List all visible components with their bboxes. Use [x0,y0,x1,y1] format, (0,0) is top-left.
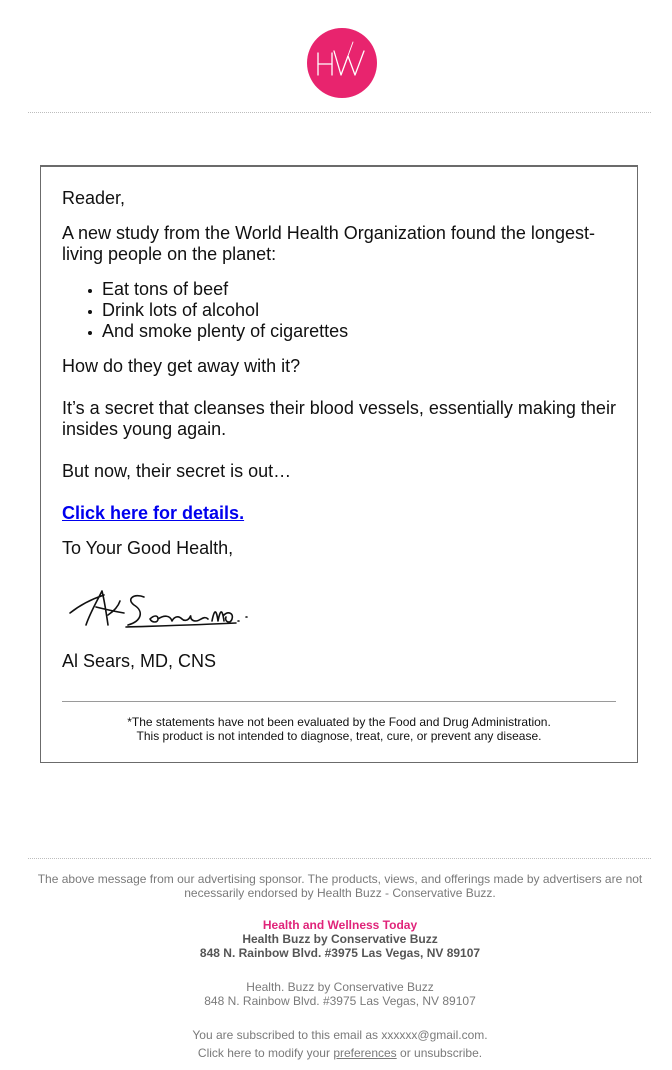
preferences-line [34,1046,646,1060]
brand-logo[interactable] [307,28,377,98]
fda-disclaimer [62,715,616,743]
footer-divider [28,858,651,859]
secret-paragraph: It’s a secret that cleanses their blood vessels, essentially making their insides young again. [62,398,616,439]
bullet-list [62,279,616,342]
subscription-info: You are subscribed to this email as xxxxxx@gmail.com. [192,1028,488,1042]
footer-company: Health. Buzz by Conservative Buzz [246,980,434,994]
footer-brand-title: Health and Wellness Today [262,918,418,932]
list-item: Eat tons of beef [62,279,616,300]
list-item: And smoke plenty of cigarettes [62,321,616,342]
footer-brand-company: Health Buzz by Conservative Buzz [242,932,438,946]
modify-prefix: Click here to modify your [197,1046,330,1060]
reveal-paragraph: But now, their secret is out… [62,461,292,481]
modify-suffix[interactable]: or unsubscribe. [400,1046,483,1060]
disclaimer-line-2: This product is not intended to diagnose, treat, cure, or prevent any disease. [136,729,542,743]
preferences-link[interactable]: preferences [333,1046,397,1060]
list-item: Drink lots of alcohol [62,300,616,321]
card-divider [62,701,616,702]
signature-image [66,585,262,631]
footer-brand-address: 848 N. Rainbow Blvd. #3975 Las Vegas, NV 89107 [199,946,481,960]
greeting: Reader, [62,188,126,208]
question-paragraph: How do they get away with it? [62,356,301,376]
footer-company-block [34,980,646,1008]
disclaimer-line-1: *The statements have not been evaluated by the Food and Drug Administration. [127,715,551,729]
hw-logo-mark [307,28,377,98]
header-divider [28,112,651,113]
closing: To Your Good Health, [62,538,234,558]
sponsor-notice: The above message from our advertising sponsor. The products, views, and offerings made by advertisers are not necessarily endorsed by Health Buzz - Conservative Buzz. [37,872,643,900]
letter-card [40,165,638,763]
footer-brand-block [34,918,646,960]
author-name: Al Sears, MD, CNS [62,651,217,671]
details-link[interactable]: Click here for details. [62,503,245,523]
intro-paragraph: A new study from the World Health Organization found the longest-living people on the planet: [62,223,595,264]
footer-address: 848 N. Rainbow Blvd. #3975 Las Vegas, NV 89107 [204,994,476,1008]
